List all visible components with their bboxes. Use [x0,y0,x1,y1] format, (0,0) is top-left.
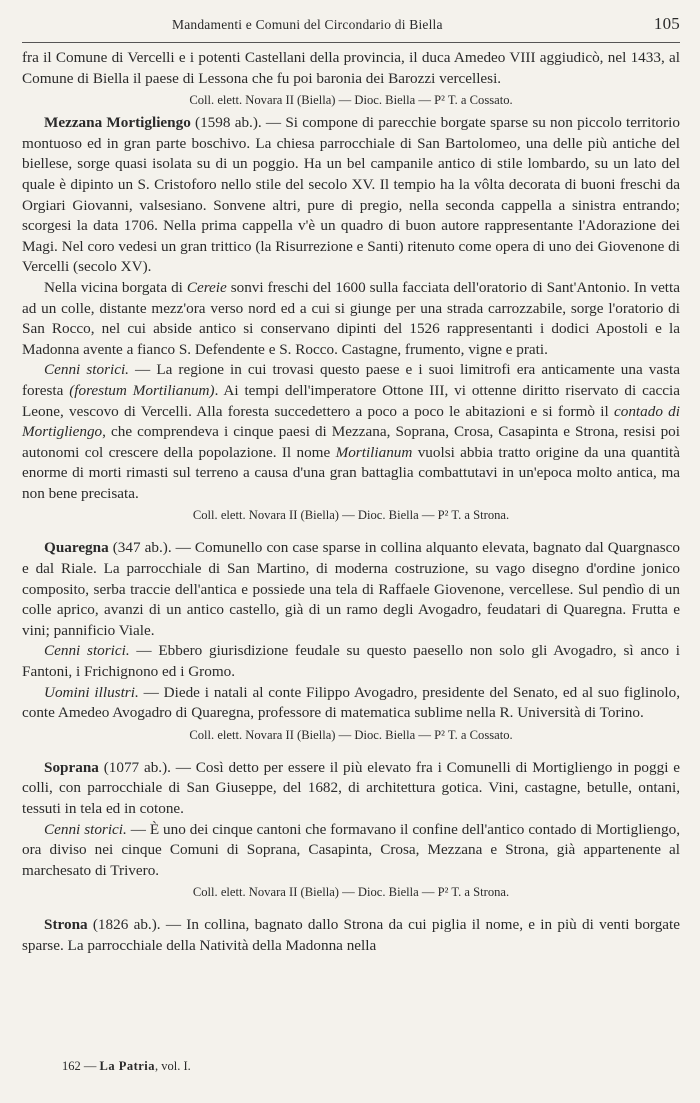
section-label: Cenni storici. [44,642,130,660]
mezzana-paragraph-1: Mezzana Mortigliengo (1598 ab.). — Si compone di parecchie borgate sparse su non piccolo territorio montuoso ed in gran parte boschivo. La chiesa parrocchiale di San Bartolomeo, una delle più antiche del biellese, sorge quasi isolata su di un poggio. Ha un bel campanile antico di stile lombardo, su un lato del quale è dipinto un S. Cristoforo nello stile del secolo XV. Il tempio ha la vôlta decorata di buoni freschi da Orgiari Giovanni, valsesiano. Sonvene altri, pure di pregio, nella seconda cappella a sinistra entrando; scorgesi la data 1706. Nella prima cappella v'è un quadro di buon autore rappresentante l'Adorazione dei Magi. Nel coro vedesi un gran trittico (la Risurrezione e Santi) ritenuto come opera di uno dei Giovenone di Vercelli (secolo XV). [22,114,680,276]
entry-title-mezzana: Mezzana Mortigliengo [44,114,191,132]
volume-label: , vol. I. [155,1059,191,1073]
sheet-number: 162 — [62,1059,100,1073]
strona-paragraph-1: Strona (1826 ab.). — In collina, bagnato dallo Strona da cui piglia il nome, e in più di venti borgate sparse. La parrocchiale della Natività della Madonna nella [22,916,680,954]
section-label: Cenni storici. [44,361,129,379]
page [22,12,680,1097]
publication-title: La Patria [99,1059,156,1073]
quaregna-paragraph-2: Cenni storici. — Ebbero giurisdizione feudale su questo paesello non solo gli Avogadro, sì anco i Fantoni, i Frichignono ed i Gromo. [22,642,680,681]
entry-title-soprana: Soprana [44,758,99,776]
electoral-note: Coll. elett. Novara II (Biella) — Dioc. Biella — P² T. a Cossato. [189,727,513,742]
entry-title-strona: Strona [44,916,88,934]
soprana-paragraph-1: Soprana (1077 ab.). — Così detto per essere il più elevato fra i Comunelli di Mortigliengo in poggi e colli, con parrocchiale di San Giuseppe, del 1682, di architettura gotica. Vini, castagne, betulle, ontani, tessuti in tela ed in cotone. [22,758,680,817]
electoral-note: Coll. elett. Novara II (Biella) — Dioc. Biella — P² T. a Strona. [192,508,510,523]
electoral-note: Coll. elett. Novara II (Biella) — Dioc. Biella — P² T. a Cossato. [189,93,513,108]
page-body [22,48,680,957]
intro-paragraph: fra il Comune di Vercelli e i potenti Castellani della provincia, il duca Amedeo VIII aggiudicò, nel 1433, al Comune di Biella il paese di Lessona che fu poi baronia dei Barozzi vercellesi. [22,49,680,87]
mezzana-paragraph-2: Nella vicina borgata di Cereie sonvi freschi del 1600 sulla facciata dell'oratorio di Sant'Antonio. In vetta ad un colle, distante mezz'ora verso nord ed a cui si giunge per una strada carrozzabile, sorge l'oratorio di San Rocco, nel cui abside antico si conservano dipinti del 1526 rappresentanti i dodici Apostoli e la Madonna avente a fianco S. Defendente e S. Rocco. Castagne, frumento, vigne e prati. [22,278,680,358]
section-label: Cenni storici. [44,820,127,838]
mezzana-paragraph-3: Cenni storici. — La regione in cui trovasi questo paese e i suoi limitrofi era anticamente una vasta foresta (forestum Mortilianum). Ai tempi dell'imperatore Ottone III, vi ottenne diritto riservato di caccia Leone, vescovo di Vercelli. Alla foresta succedettero a poco a poco le abitazioni e si formò il contado di Mortigliengo, che comprendeva i cinque paesi di Mezzana, Soprana, Crosa, Casapinta e Strona, resisi poi autonomi col crescere della popolazione. Il nome Mortilianum vuolsi abbia tratto origine da una quantità enorme di morti rimasti sul terreno a causa d'una gran battaglia combattutavi in un'epoca molto antica, ma non bene precisata. [22,361,681,502]
section-label: Uomini illustri. [44,683,139,701]
quaregna-paragraph-3: Uomini illustri. — Diede i natali al conte Filippo Avogadro, presidente del Senato, ed al suo figlinolo, conte Amedeo Avogadro di Quaregna, professore di matematica sublime nella R. Università di Torino. [22,683,681,722]
page-footer [62,1059,191,1074]
running-title: Mandamenti e Comuni del Circondario di Biella [172,17,443,32]
soprana-paragraph-2: Cenni storici. — È uno dei cinque cantoni che formavano il confine dell'antico contado di Mortigliengo, ora diviso nei cinque Comuni di Soprana, Casapinta, Crosa, Mezzana e Strona, già appartenente al marchesato di Trivero. [22,820,680,879]
page-header [22,12,680,43]
electoral-note: Coll. elett. Novara II (Biella) — Dioc. Biella — P² T. a Strona. [192,885,510,900]
entry-title-quaregna: Quaregna [44,539,109,557]
quaregna-paragraph-1: Quaregna (347 ab.). — Comunello con case sparse in collina alquanto elevata, bagnato dal Quargnasco e dal Riale. La parrocchiale di San Martino, di moderna costruzione, su vago disegno d'ordine jonico composito, serba traccie dell'antica e possiede una tela di Raffaele Giovenone, vercellese. Sul pendìo di un colle aprico, avanzi di un antico castello, già di un ramo degli Avogadro, feudatari di Quaregna. Frutta e vini; pannificio Viale. [22,539,680,639]
page-number: 105 [653,14,680,33]
